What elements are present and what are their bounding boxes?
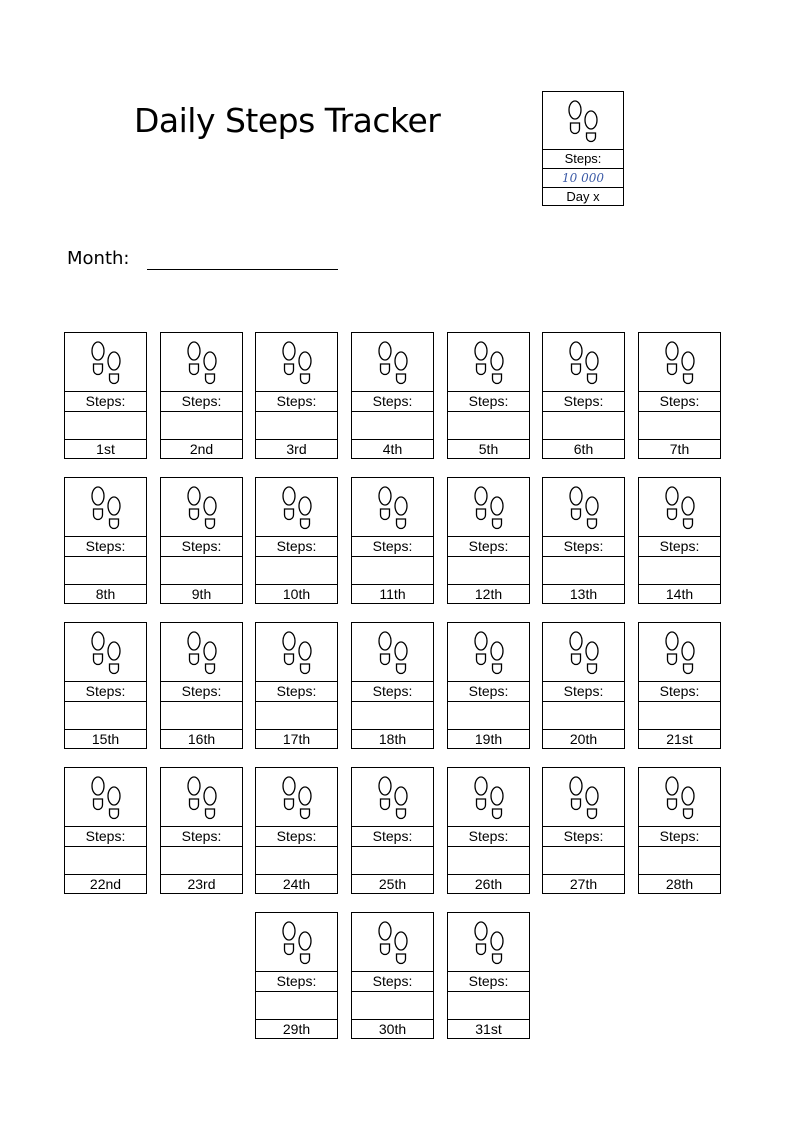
day-label: 1st [65,439,146,458]
footprints-icon [256,623,337,681]
footprints-icon [256,768,337,826]
day-label: 14th [639,584,720,603]
steps-input[interactable] [352,701,433,729]
day-label: 7th [639,439,720,458]
steps-input[interactable] [161,701,242,729]
day-label: 17th [256,729,337,748]
footprints-icon [448,623,529,681]
steps-input[interactable] [543,701,624,729]
day-label: 3rd [256,439,337,458]
steps-label: Steps: [448,536,529,556]
day-card [255,622,338,749]
steps-input[interactable] [639,556,720,584]
steps-label: Steps: [352,826,433,846]
day-card [351,622,434,749]
steps-label: Steps: [65,681,146,701]
example-steps-value: 10 000 [543,168,623,187]
day-label: 15th [65,729,146,748]
footprints-icon [639,333,720,391]
day-label: 5th [448,439,529,458]
footprints-icon [448,333,529,391]
footprints-icon [352,333,433,391]
steps-input[interactable] [65,846,146,874]
steps-label: Steps: [256,681,337,701]
steps-input[interactable] [639,701,720,729]
footprints-icon [352,768,433,826]
day-label: 18th [352,729,433,748]
steps-label: Steps: [256,536,337,556]
steps-input[interactable] [448,846,529,874]
footprints-icon [256,333,337,391]
steps-label: Steps: [448,391,529,411]
footprints-icon [448,913,529,971]
steps-label: Steps: [256,391,337,411]
steps-label: Steps: [65,826,146,846]
steps-label: Steps: [639,681,720,701]
steps-input[interactable] [161,846,242,874]
day-card [255,477,338,604]
steps-input[interactable] [543,846,624,874]
footprints-icon [543,623,624,681]
steps-label: Steps: [543,536,624,556]
steps-input[interactable] [161,411,242,439]
steps-label: Steps: [352,971,433,991]
footprints-icon [161,623,242,681]
day-label: 16th [161,729,242,748]
steps-input[interactable] [448,701,529,729]
steps-label: Steps: [161,826,242,846]
steps-label: Steps: [352,681,433,701]
footprints-icon [352,623,433,681]
day-label: 26th [448,874,529,893]
day-label: 25th [352,874,433,893]
steps-input[interactable] [65,701,146,729]
steps-input[interactable] [352,556,433,584]
day-card [160,767,243,894]
day-card [351,332,434,459]
footprints-icon [65,333,146,391]
day-card [64,477,147,604]
day-label: 21st [639,729,720,748]
day-label: 2nd [161,439,242,458]
footprints-icon [65,623,146,681]
steps-input[interactable] [352,846,433,874]
steps-input[interactable] [352,411,433,439]
day-card [638,332,721,459]
steps-input[interactable] [639,411,720,439]
day-label: 6th [543,439,624,458]
steps-input[interactable] [543,556,624,584]
day-card [542,477,625,604]
footprints-icon [543,333,624,391]
day-card [542,767,625,894]
day-card [351,477,434,604]
day-card [351,912,434,1039]
footprints-icon [256,478,337,536]
day-label: 31st [448,1019,529,1038]
day-label: 20th [543,729,624,748]
steps-input[interactable] [448,556,529,584]
footprints-icon [448,478,529,536]
day-label: 9th [161,584,242,603]
day-card [351,767,434,894]
steps-input[interactable] [256,991,337,1019]
day-label: 24th [256,874,337,893]
month-label: Month: [67,248,130,269]
steps-label: Steps: [352,536,433,556]
steps-label: Steps: [161,391,242,411]
day-card [542,622,625,749]
footprints-icon [543,478,624,536]
footprints-icon [639,478,720,536]
steps-input[interactable] [256,556,337,584]
day-label: 22nd [65,874,146,893]
day-label: 11th [352,584,433,603]
steps-label: Steps: [543,681,624,701]
footprints-icon [352,478,433,536]
steps-input[interactable] [161,556,242,584]
day-label: 4th [352,439,433,458]
day-card [64,622,147,749]
day-card [255,332,338,459]
steps-input[interactable] [448,411,529,439]
footprints-icon [639,623,720,681]
day-card [160,477,243,604]
day-card [255,767,338,894]
steps-label: Steps: [448,826,529,846]
steps-input[interactable] [448,991,529,1019]
day-label: 28th [639,874,720,893]
footprints-icon [448,768,529,826]
day-card [447,332,530,459]
steps-label: Steps: [639,391,720,411]
footprints-icon [161,333,242,391]
day-card [160,332,243,459]
day-card [447,622,530,749]
footprints-icon [161,768,242,826]
steps-label: Steps: [448,681,529,701]
steps-label: Steps: [256,826,337,846]
steps-input[interactable] [543,411,624,439]
steps-label: Steps: [256,971,337,991]
day-card [638,622,721,749]
footprints-icon [639,768,720,826]
day-label: 30th [352,1019,433,1038]
day-card [447,477,530,604]
steps-label: Steps: [543,826,624,846]
steps-input[interactable] [256,846,337,874]
steps-input[interactable] [256,411,337,439]
steps-input[interactable] [256,701,337,729]
day-card [447,767,530,894]
example-steps-label: Steps: [543,149,623,168]
day-card [638,477,721,604]
steps-label: Steps: [352,391,433,411]
steps-label: Steps: [448,971,529,991]
day-card [160,622,243,749]
footprints-icon [352,913,433,971]
day-label: 10th [256,584,337,603]
steps-label: Steps: [161,536,242,556]
day-label: 12th [448,584,529,603]
steps-label: Steps: [161,681,242,701]
day-label: 27th [543,874,624,893]
day-card [64,767,147,894]
day-label: 29th [256,1019,337,1038]
day-label: 13th [543,584,624,603]
steps-label: Steps: [639,826,720,846]
example-day-label: Day x [543,187,623,206]
steps-label: Steps: [543,391,624,411]
steps-input[interactable] [65,556,146,584]
day-label: 8th [65,584,146,603]
day-card [255,912,338,1039]
steps-label: Steps: [639,536,720,556]
footprints-icon [161,478,242,536]
steps-input[interactable] [639,846,720,874]
steps-input[interactable] [352,991,433,1019]
steps-label: Steps: [65,391,146,411]
footprints-icon [256,913,337,971]
footprints-icon [543,768,624,826]
day-label: 19th [448,729,529,748]
steps-label: Steps: [65,536,146,556]
footprints-icon [65,768,146,826]
steps-input[interactable] [65,411,146,439]
day-card [638,767,721,894]
day-card [542,332,625,459]
page-title: Daily Steps Tracker [134,101,441,140]
footprints-icon [65,478,146,536]
day-card [447,912,530,1039]
day-label: 23rd [161,874,242,893]
day-card [64,332,147,459]
